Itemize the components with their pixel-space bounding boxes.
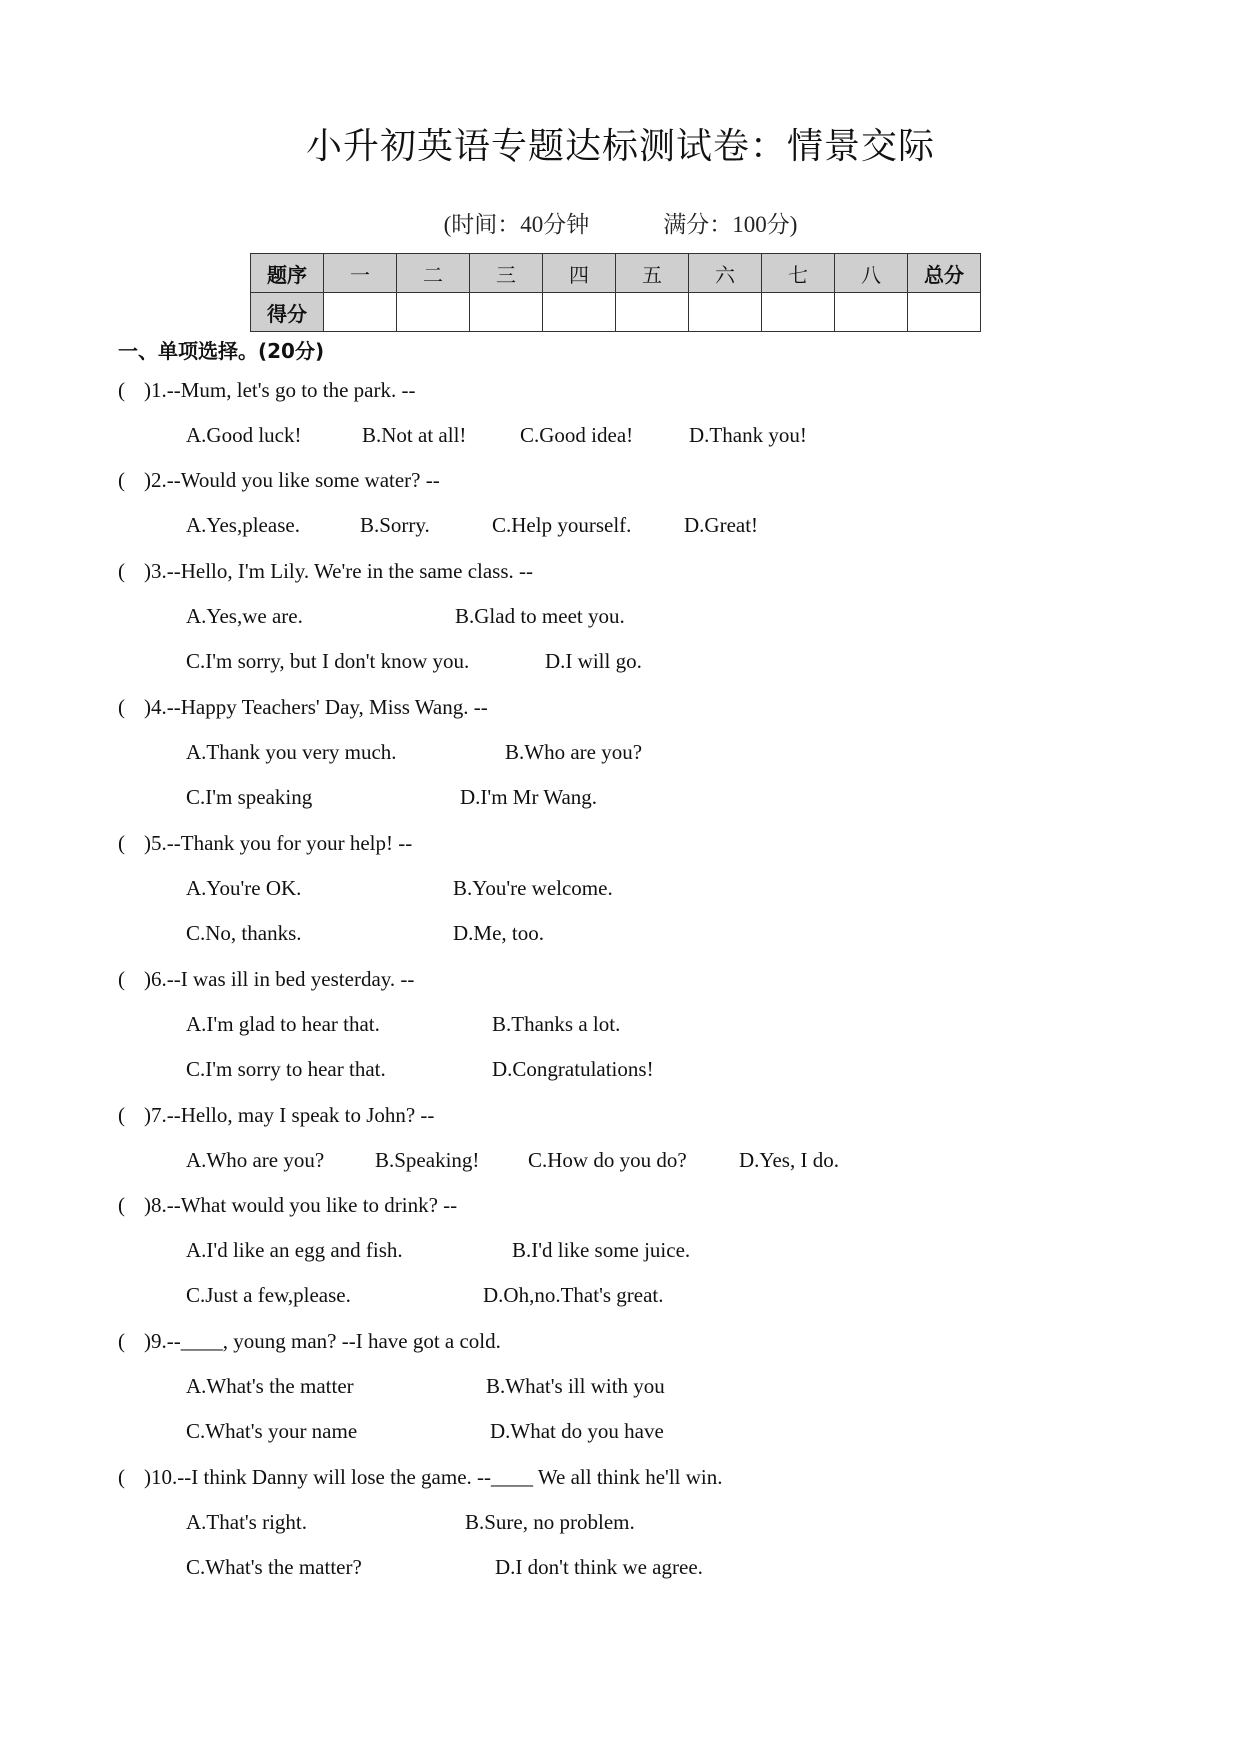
score-input-cell[interactable] (616, 293, 689, 332)
score-row-label: 得分 (251, 293, 324, 332)
option: B.Sorry. (360, 513, 430, 537)
option: D.Me, too. (453, 921, 544, 945)
option: C.Just a few,please. (186, 1283, 351, 1307)
score-input-cell[interactable] (543, 293, 616, 332)
score-input-cell[interactable] (908, 293, 981, 332)
full-score: 满分：100分) (663, 212, 798, 237)
score-table-cell: 五 (616, 254, 689, 293)
option: B.Thanks a lot. (492, 1012, 621, 1036)
option: D.Yes, I do. (739, 1148, 839, 1172)
question-text: 1.--Mum, let's go to the park. -- (151, 378, 416, 402)
score-table-cell: 六 (689, 254, 762, 293)
page-title: 小升初英语专题达标测试卷：情景交际 (305, 126, 935, 167)
question-1: ( )1.--Mum, let's go to the park. -- (118, 375, 415, 405)
option: C.What's the matter? (186, 1555, 362, 1579)
option: C.No, thanks. (186, 921, 302, 945)
score-input-cell[interactable] (470, 293, 543, 332)
option: D.Thank you! (689, 423, 807, 447)
option: A.Yes,please. (186, 513, 300, 537)
option: D.I'm Mr Wang. (460, 785, 598, 809)
option: B.Who are you? (505, 740, 643, 764)
option: C.Help yourself. (492, 513, 632, 537)
score-table-cell: 八 (835, 254, 908, 293)
option: A.Who are you? (186, 1148, 325, 1172)
answer-blank[interactable]: ( (118, 468, 125, 492)
question-6: ( )6.--I was ill in bed yesterday. -- (118, 964, 414, 994)
option: B.Not at all! (362, 423, 467, 447)
question-2: ( )2.--Would you like some water? -- (118, 465, 440, 495)
score-table-cell: 七 (762, 254, 835, 293)
option: A.Thank you very much. (186, 740, 397, 764)
option: B.I'd like some juice. (512, 1238, 691, 1262)
question-text: 10.--I think Danny will lose the game. --____ We all think he'll win. (151, 1465, 723, 1489)
question-5: ( )5.--Thank you for your help! -- (118, 828, 412, 858)
option: A.That's right. (186, 1510, 308, 1534)
option: A.What's the matter (186, 1374, 354, 1398)
score-input-cell[interactable] (689, 293, 762, 332)
question-text: 9.--____, young man? --I have got a cold. (151, 1329, 501, 1353)
score-input-cell[interactable] (324, 293, 397, 332)
score-table-header-row (251, 254, 981, 293)
option: A.Good luck! (186, 423, 302, 447)
answer-blank[interactable]: ( (118, 378, 125, 402)
option: D.I will go. (545, 649, 642, 673)
score-input-cell[interactable] (762, 293, 835, 332)
option: A.You're OK. (186, 876, 302, 900)
option: B.Speaking! (375, 1148, 480, 1172)
score-input-cell[interactable] (835, 293, 908, 332)
answer-blank[interactable]: ( (118, 967, 125, 991)
answer-blank[interactable]: ( (118, 559, 125, 583)
option: A.I'm glad to hear that. (186, 1012, 380, 1036)
question-10: ( )10.--I think Danny will lose the game. --____ We all think he'll win. (118, 1462, 723, 1492)
question-8: ( )8.--What would you like to drink? -- (118, 1190, 457, 1220)
score-input-cell[interactable] (397, 293, 470, 332)
score-table-cell: 二 (397, 254, 470, 293)
score-table-cell: 三 (470, 254, 543, 293)
option: B.You're welcome. (453, 876, 613, 900)
score-table-cell: 题序 (251, 254, 324, 293)
score-table-cell: 一 (324, 254, 397, 293)
option: C.I'm sorry to hear that. (186, 1057, 386, 1081)
answer-blank[interactable]: ( (118, 1329, 125, 1353)
option: C.What's your name (186, 1419, 358, 1443)
option: B.Sure, no problem. (465, 1510, 635, 1534)
question-text: 8.--What would you like to drink? -- (151, 1193, 458, 1217)
option: C.Good idea! (520, 423, 634, 447)
answer-blank[interactable]: ( (118, 1193, 125, 1217)
option: C.I'm speaking (186, 785, 313, 809)
question-text: 2.--Would you like some water? -- (151, 468, 440, 492)
question-7: ( )7.--Hello, may I speak to John? -- (118, 1100, 434, 1130)
option: B.What's ill with you (486, 1374, 665, 1398)
section-heading: 一、单项选择。(20分) (118, 339, 325, 363)
answer-blank[interactable]: ( (118, 831, 125, 855)
score-table (250, 253, 981, 332)
question-text: 5.--Thank you for your help! -- (151, 831, 413, 855)
option: C.How do you do? (528, 1148, 687, 1172)
time-limit: (时间：40分钟 (443, 212, 590, 237)
question-text: 6.--I was ill in bed yesterday. -- (151, 967, 415, 991)
option: D.Oh,no.That's great. (483, 1283, 664, 1307)
answer-blank[interactable]: ( (118, 1103, 125, 1127)
question-3: ( )3.--Hello, I'm Lily. We're in the same class. -- (118, 556, 533, 586)
score-table-cell: 四 (543, 254, 616, 293)
option: D.What do you have (490, 1419, 664, 1443)
exam-info (0, 206, 1241, 239)
score-table-score-row (251, 293, 981, 332)
option: B.Glad to meet you. (455, 604, 625, 628)
option: D.I don't think we agree. (495, 1555, 703, 1579)
answer-blank[interactable]: ( (118, 1465, 125, 1489)
answer-blank[interactable]: ( (118, 695, 125, 719)
option: D.Great! (684, 513, 759, 537)
question-text: 3.--Hello, I'm Lily. We're in the same class. -- (151, 559, 534, 583)
question-text: 4.--Happy Teachers' Day, Miss Wang. -- (151, 695, 488, 719)
question-4: ( )4.--Happy Teachers' Day, Miss Wang. -- (118, 692, 488, 722)
question-text: 7.--Hello, may I speak to John? -- (151, 1103, 435, 1127)
option: D.Congratulations! (492, 1057, 654, 1081)
option: A.Yes,we are. (186, 604, 303, 628)
question-9: ( )9.--____, young man? --I have got a cold. (118, 1326, 501, 1356)
option: A.I'd like an egg and fish. (186, 1238, 403, 1262)
option: C.I'm sorry, but I don't know you. (186, 649, 470, 673)
score-table-cell: 总分 (908, 254, 981, 293)
